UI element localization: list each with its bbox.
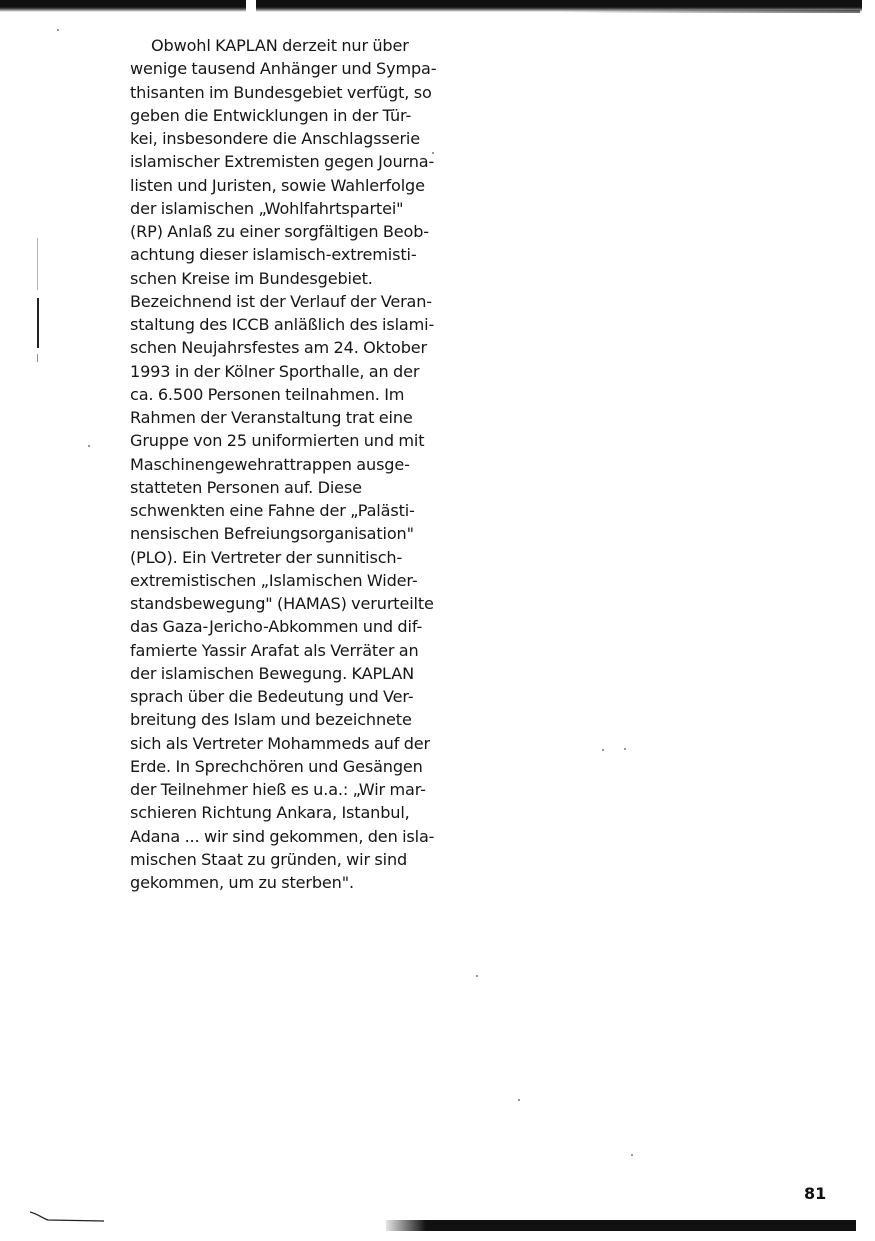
scan-speck: [57, 29, 59, 31]
text-line: famierte Yassir Arafat als Verräter an: [130, 640, 419, 660]
text-line: achtung dieser islamisch-extremisti-: [130, 245, 417, 265]
text-line: schen Kreise im Bundesgebiet.: [130, 268, 373, 288]
scan-edge-top-shadow: [560, 10, 860, 13]
text-line: listen und Juristen, sowie Wahlerfolge: [130, 175, 425, 195]
text-line: schen Neujahrsfestes am 24. Oktober: [130, 338, 427, 358]
scan-speck: [88, 445, 90, 447]
scan-speck: [602, 749, 604, 751]
text-line: geben die Entwicklungen in der Tür-: [130, 105, 412, 125]
text-line: islamischer Extremisten gegen Journa-: [130, 152, 435, 172]
text-line: (RP) Anlaß zu einer sorgfältigen Beob-: [130, 222, 429, 241]
scan-edge-bottom: [386, 1220, 856, 1231]
text-line: nensischen Befreiungsorganisation": [130, 524, 414, 544]
text-line: Rahmen der Veranstaltung trat eine: [130, 408, 413, 427]
text-line: der islamischen Bewegung. KAPLAN: [130, 663, 414, 683]
text-line: sprach über die Bedeutung und Ver-: [130, 687, 414, 706]
text-line: 1993 in der Kölner Sporthalle, an der: [130, 361, 420, 381]
scan-edge-top-gap: [246, 0, 256, 12]
text-line: thisanten im Bundesgebiet verfügt, so: [130, 82, 432, 102]
text-line: staltung des ICCB anläßlich des islami-: [130, 315, 435, 334]
scan-speck: [476, 975, 478, 977]
text-line: wenige tausend Anhänger und Sympa-: [130, 59, 437, 79]
text-line: das Gaza-Jericho-Abkommen und dif-: [130, 617, 423, 637]
text-line: breitung des Islam und bezeichnete: [130, 710, 412, 730]
body-paragraph: [130, 34, 490, 894]
text-line: statteten Personen auf. Diese: [130, 477, 362, 497]
text-line: Adana ... wir sind gekommen, den isla-: [130, 826, 435, 846]
scan-speck: [631, 1154, 633, 1156]
text-line: schieren Richtung Ankara, Istanbul,: [130, 803, 410, 823]
margin-mark: [37, 238, 38, 290]
text-line: Erde. In Sprechchören und Gesängen: [130, 756, 423, 776]
text-line: Bezeichnend ist der Verlauf der Veran-: [130, 291, 432, 311]
text-line: Gruppe von 25 uniformierten und mit: [130, 431, 425, 451]
text-line: der islamischen „Wohlfahrtspartei": [130, 198, 404, 218]
scan-corner-mark: [30, 1208, 104, 1226]
text-line: kei, insbesondere die Anschlagsserie: [130, 129, 421, 148]
margin-mark: [37, 354, 38, 362]
margin-mark: [37, 298, 39, 348]
text-line: standsbewegung" (HAMAS) verurteilte: [130, 594, 434, 613]
text-line: ca. 6.500 Personen teilnahmen. Im: [130, 384, 405, 404]
text-line: schwenkten eine Fahne der „Palästi-: [130, 501, 415, 520]
text-line: extremistischen „Islamischen Wider-: [130, 570, 418, 590]
text-line: gekommen, um zu sterben".: [130, 873, 354, 892]
text-line: (PLO). Ein Vertreter der sunnitisch-: [130, 547, 403, 567]
text-line: sich als Vertreter Mohammeds auf der: [130, 733, 430, 753]
text-line: Obwohl KAPLAN derzeit nur über: [151, 36, 409, 55]
text-line: der Teilnehmer hieß es u.a.: „Wir mar-: [130, 780, 426, 799]
text-line: mischen Staat zu gründen, wir sind: [130, 849, 408, 869]
page-number: 81: [804, 1184, 827, 1203]
text-line: Maschinengewehrattrappen ausge-: [130, 454, 410, 474]
scan-speck: [624, 748, 626, 750]
scan-speck: [518, 1099, 520, 1101]
